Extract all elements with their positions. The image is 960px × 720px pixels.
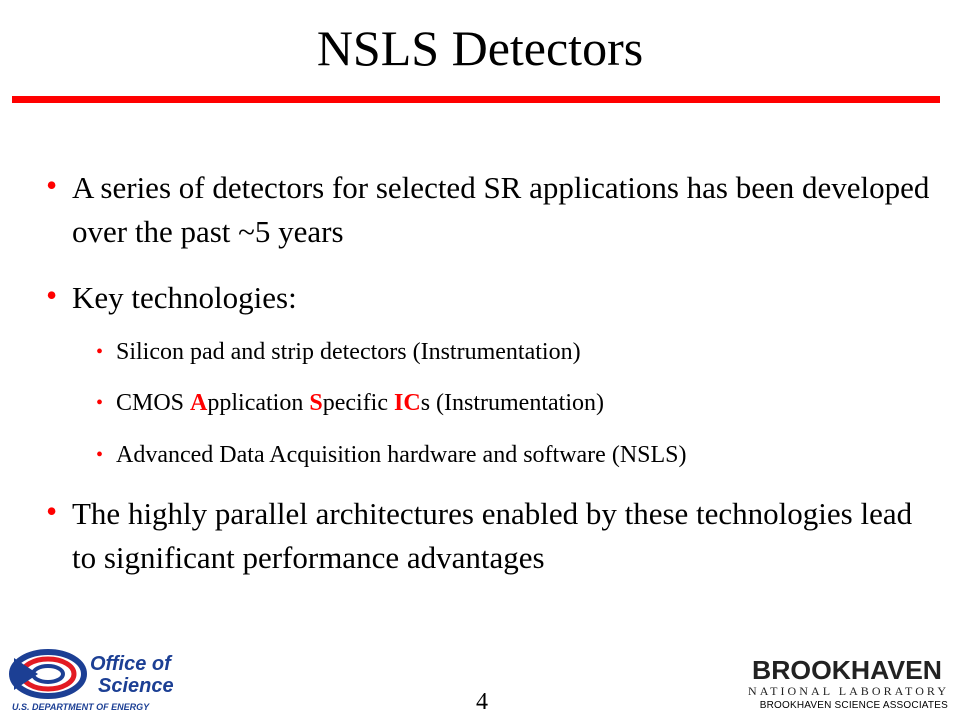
highlight-a: A bbox=[190, 390, 208, 416]
bullet-text: The highly parallel architectures enabled by these technologies lead to significant performance advantages bbox=[72, 496, 913, 575]
sub-bullet-cmos bbox=[96, 388, 916, 418]
bullet-dot-icon: • bbox=[46, 493, 58, 529]
bullet-text: A series of detectors for selected SR applications has been developed over the past ~5 years bbox=[72, 170, 930, 249]
title-divider bbox=[12, 96, 940, 103]
sub-bullet-dot-icon: • bbox=[96, 341, 104, 363]
sub-bullet-text bbox=[116, 390, 604, 416]
bullet-detectors bbox=[46, 166, 932, 254]
brookhaven-logo bbox=[742, 655, 952, 699]
bullet-text: Key technologies: bbox=[72, 280, 297, 315]
sub-bullet-text: Advanced Data Acquisition hardware and software (NSLS) bbox=[116, 442, 687, 468]
sub-bullet-daq bbox=[96, 440, 916, 470]
sub-bullet-dot-icon: • bbox=[96, 392, 104, 414]
cmos-text: s (Instrumentation) bbox=[420, 390, 604, 416]
doe-line-2: Science bbox=[98, 675, 174, 697]
doe-line-1: Office of bbox=[90, 653, 171, 675]
bullet-key-technologies bbox=[46, 276, 932, 320]
doe-office-of-science-logo bbox=[8, 648, 208, 714]
bullet-dot-icon: • bbox=[46, 167, 58, 203]
highlight-s: S bbox=[309, 390, 323, 416]
bullet-parallel-architectures bbox=[46, 492, 932, 580]
doe-line-3: U.S. DEPARTMENT OF ENERGY bbox=[12, 702, 150, 712]
bnl-wordmark: BROOKHAVEN bbox=[752, 655, 942, 685]
cmos-text: pplication bbox=[207, 390, 310, 416]
bnl-subtitle: NATIONAL LABORATORY bbox=[748, 684, 946, 698]
highlight-ic: IC bbox=[394, 390, 421, 416]
brookhaven-science-associates: BROOKHAVEN SCIENCE ASSOCIATES bbox=[759, 700, 948, 711]
page-number: 4 bbox=[476, 689, 488, 715]
cmos-text: CMOS bbox=[116, 390, 191, 416]
sub-bullet-silicon bbox=[96, 337, 916, 367]
doe-swirl-icon bbox=[12, 652, 84, 696]
bullet-dot-icon: • bbox=[46, 277, 58, 313]
sub-bullet-dot-icon: • bbox=[96, 444, 104, 466]
sub-bullet-text: Silicon pad and strip detectors (Instrumentation) bbox=[116, 339, 581, 365]
slide-title: NSLS Detectors bbox=[316, 20, 644, 76]
cmos-text: pecific bbox=[322, 390, 395, 416]
